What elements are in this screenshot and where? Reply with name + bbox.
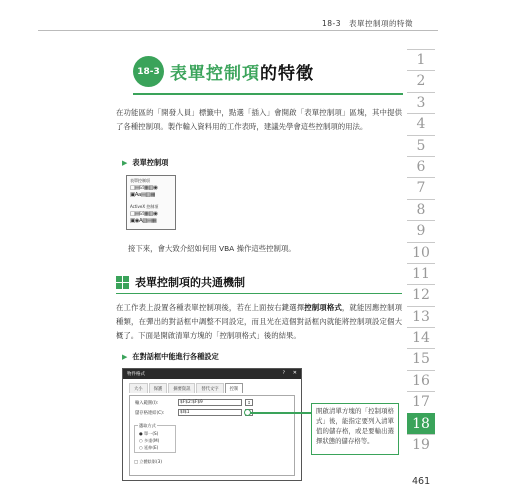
activex-controls-label: ActiveX 控制項 bbox=[130, 204, 159, 209]
dialog-tab-4[interactable]: 控制 bbox=[225, 383, 244, 393]
page-number: 461 bbox=[412, 476, 431, 487]
chapter-tab-4: 4 bbox=[407, 113, 435, 134]
chapter-tab-9: 9 bbox=[407, 220, 435, 241]
callout-box: 開啟清單方塊的「控制項格式」後，能指定要列入清單值的儲存格，或是要輸出選擇狀態的儲存格等。 bbox=[311, 403, 399, 455]
shading-checkbox[interactable]: □ 立體陰影(3) bbox=[134, 459, 162, 464]
section-grid-icon bbox=[116, 276, 129, 289]
title-rest: 的特徵 bbox=[260, 64, 314, 84]
radio-multi[interactable]: ○ 多重(M) bbox=[139, 438, 160, 443]
input-range-label: 輸入範圍(I): bbox=[135, 401, 159, 406]
activex-controls-row-2: ▣◉A▧▤▦ bbox=[130, 218, 157, 224]
chapter-tab-17: 17 bbox=[407, 391, 435, 412]
figure-caption-controls bbox=[122, 158, 168, 168]
selection-type-label: 選取方式 bbox=[139, 423, 156, 428]
dialog-tab-2[interactable]: 摘要資訊 bbox=[168, 383, 195, 393]
vba-paragraph: 接下來，會大致介紹如何用 VBA 操作這些控制項。 bbox=[128, 244, 296, 253]
chapter-tab-8: 8 bbox=[407, 199, 435, 220]
para-text-2: ，就能因應控制項種類，在彈出的對話框中調整不同設定，而且光在這個對話框內就能將控制項設定個大概了。下面是開啟清單方塊的「控制項格式」後的結果。 bbox=[116, 303, 402, 340]
figure-caption-text: 在對話框中能進行各種設定 bbox=[132, 352, 219, 361]
form-controls-row-1: □▤☑▦▥◉ bbox=[130, 185, 158, 191]
para-bold-term: 控制項格式 bbox=[304, 303, 342, 312]
dialog-tab-1[interactable]: 保護 bbox=[149, 383, 168, 393]
chapter-tab-5: 5 bbox=[407, 135, 435, 156]
selection-type-group bbox=[134, 425, 176, 453]
title-highlight: 表單控制項 bbox=[170, 64, 260, 84]
page-title bbox=[170, 59, 314, 84]
chapter-tab-10: 10 bbox=[407, 242, 435, 263]
callout-dot bbox=[244, 409, 251, 416]
section-rule bbox=[116, 293, 402, 294]
dialog-tabs bbox=[123, 379, 301, 393]
chapter-tab-11: 11 bbox=[407, 263, 435, 284]
chapter-tab-3: 3 bbox=[407, 92, 435, 113]
chapter-tab-18: 18 bbox=[407, 413, 435, 434]
triangle-bullet-icon: ▶ bbox=[122, 353, 128, 361]
dialog-titlebar bbox=[123, 369, 301, 379]
title-rule bbox=[133, 93, 403, 95]
mechanism-paragraph bbox=[116, 301, 402, 343]
dialog-tab-3[interactable]: 替代文字 bbox=[196, 383, 223, 393]
cell-link-field[interactable]: $I$1 bbox=[178, 409, 242, 416]
form-controls-image bbox=[126, 175, 176, 230]
chapter-tab-15: 15 bbox=[407, 348, 435, 369]
callout-connector bbox=[247, 412, 311, 414]
chapter-tab-1: 1 bbox=[407, 49, 435, 70]
chapter-tab-2: 2 bbox=[407, 70, 435, 91]
top-rule bbox=[38, 30, 438, 31]
figure-caption-text: 表單控制項 bbox=[132, 158, 169, 167]
format-control-dialog bbox=[122, 368, 302, 481]
section-number-badge: 18-3 bbox=[133, 56, 164, 87]
dialog-title: 物件格式 bbox=[127, 372, 145, 377]
chapter-tab-6: 6 bbox=[407, 156, 435, 177]
section-title: 表單控制項的共通機制 bbox=[135, 276, 245, 289]
dialog-control-panel bbox=[129, 395, 295, 476]
cell-link-label: 儲存格連結(C): bbox=[135, 411, 165, 416]
close-icon[interactable]: ✕ bbox=[292, 370, 297, 376]
chapter-tab-14: 14 bbox=[407, 327, 435, 348]
form-controls-label: 表單控制項 bbox=[130, 178, 150, 183]
range-picker-icon[interactable]: ↥ bbox=[245, 399, 253, 406]
chapter-tab-12: 12 bbox=[407, 284, 435, 305]
intro-paragraph: 在功能區的「開發人員」標籤中，點選「插入」會開啟「表單控制項」區塊，其中提供了各種控制項。製作輸入資料用的工作表時，建議先學會這些控制項的用法。 bbox=[116, 108, 402, 131]
activex-controls-row-1: □▤☑▦▥◉ bbox=[130, 211, 158, 217]
chapter-tab-13: 13 bbox=[407, 306, 435, 327]
chapter-tab-16: 16 bbox=[407, 370, 435, 391]
para-text-1: 在工作表上設置各種表單控制項後，若在上面按右鍵選擇 bbox=[116, 303, 305, 312]
chapter-tab-19: 19 bbox=[407, 434, 435, 455]
radio-extend[interactable]: ○ 延伸(E) bbox=[139, 445, 159, 450]
help-icon[interactable]: ? bbox=[282, 371, 285, 376]
triangle-bullet-icon: ▶ bbox=[122, 159, 128, 167]
dialog-tab-0[interactable]: 大小 bbox=[129, 383, 148, 393]
input-range-field[interactable]: $F$2:$F$9 bbox=[178, 399, 242, 406]
form-controls-row-2: ▣Aa▤▥▦ bbox=[130, 192, 155, 198]
radio-single[interactable]: ● 單一(S) bbox=[139, 431, 159, 436]
running-head: 18-3 表單控制項的特徵 bbox=[322, 19, 414, 28]
figure-caption-dialog bbox=[122, 352, 219, 362]
chapter-tab-7: 7 bbox=[407, 177, 435, 198]
